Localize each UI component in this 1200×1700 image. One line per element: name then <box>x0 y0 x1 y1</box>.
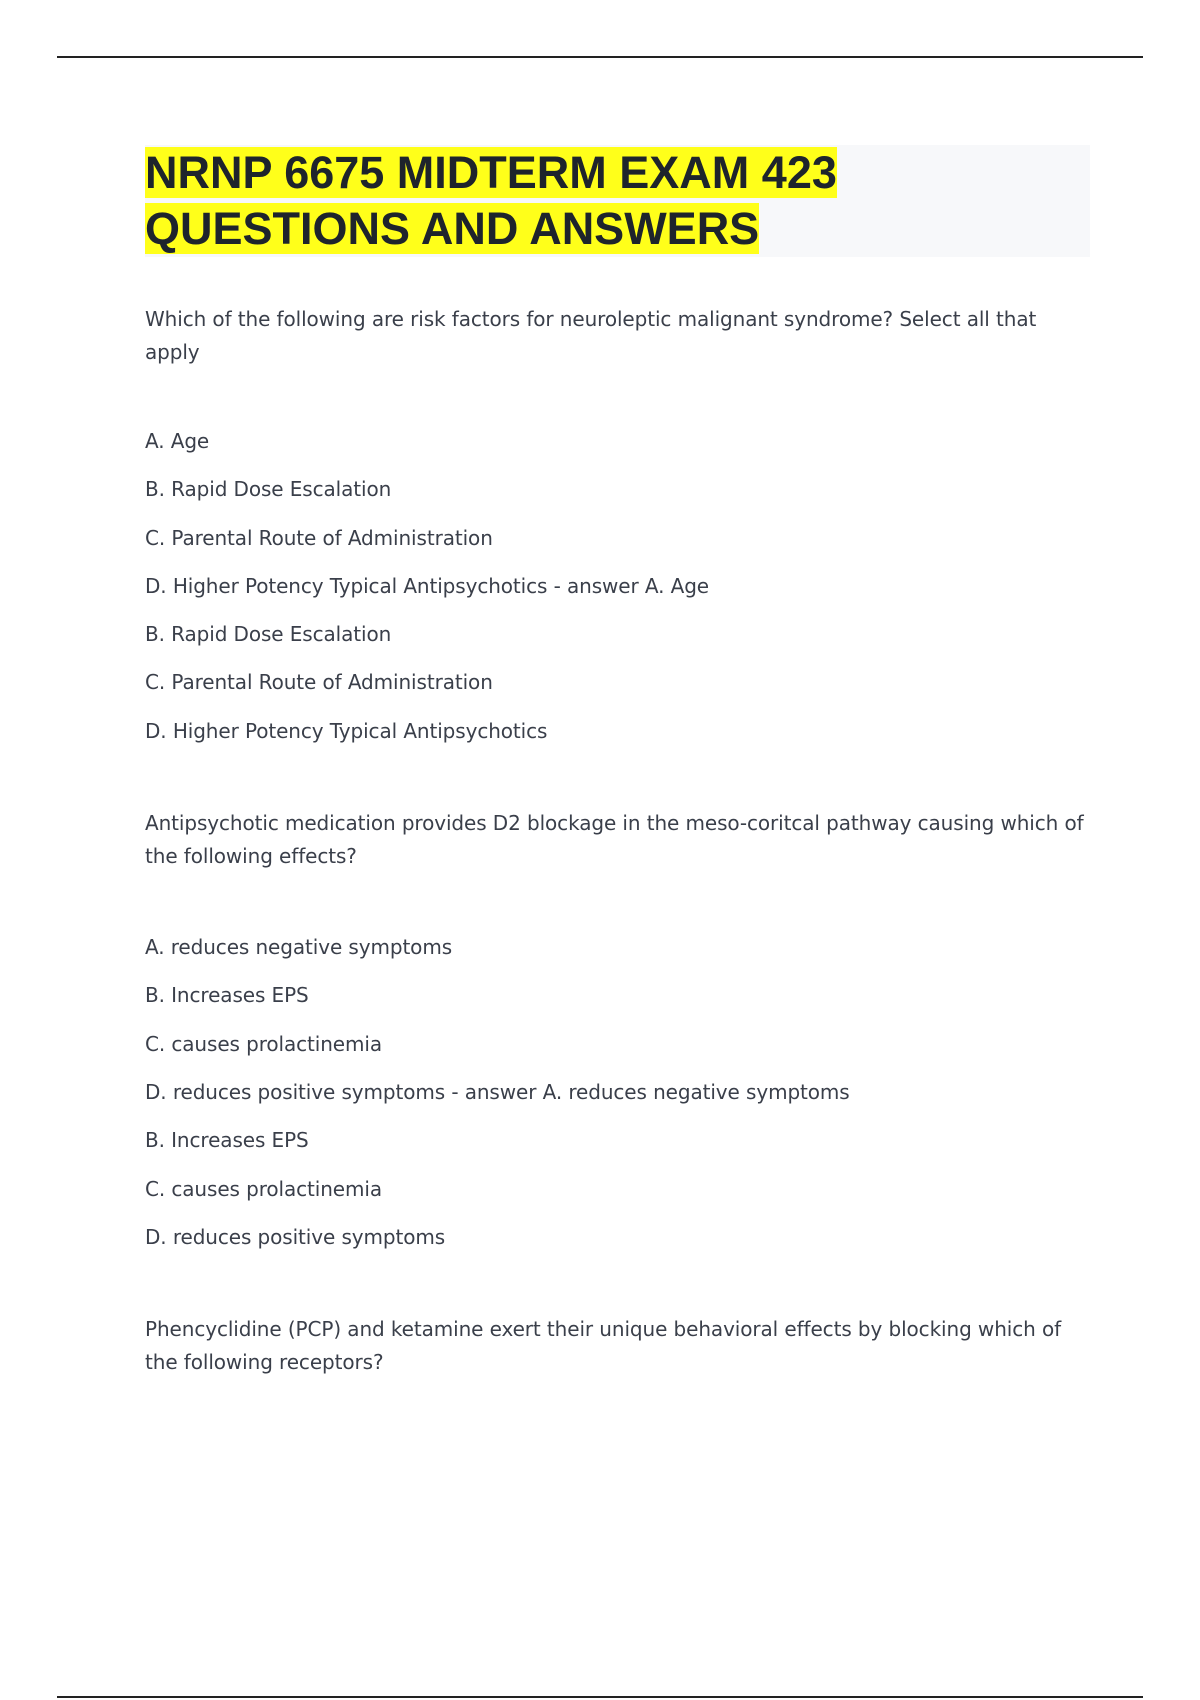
option-line: B. Rapid Dose Escalation <box>145 477 392 502</box>
question-block-3 <box>145 1313 1090 1379</box>
option-line: C. Parental Route of Administration <box>145 525 493 550</box>
option-line: C. Parental Route of Administration <box>145 670 493 695</box>
option-line: D. reduces positive symptoms <box>145 1224 446 1249</box>
option-line: B. Increases EPS <box>145 1128 309 1153</box>
option-line: D. Higher Potency Typical Antipsychotics <box>145 718 548 743</box>
title-line-2: QUESTIONS AND ANSWERS <box>145 203 760 254</box>
title-line-1: NRNP 6675 MIDTERM EXAM 423 <box>145 147 837 198</box>
option-line: C. causes prolactinemia <box>145 1176 383 1201</box>
footer-rule <box>57 1696 1143 1698</box>
option-line: C. causes prolactinemia <box>145 1031 383 1056</box>
option-line: A. Age <box>145 429 210 453</box>
title-box <box>145 145 1090 257</box>
document-title <box>145 145 1090 257</box>
option-line: B. Rapid Dose Escalation <box>145 622 392 647</box>
question-text: Phencyclidine (PCP) and ketamine exert their unique behavioral effects by blocking which of the following receptors? <box>145 1317 1062 1375</box>
question-text: Antipsychotic medication provides D2 blockage in the meso-coritcal pathway causing which of the following effects? <box>145 811 1084 869</box>
answer-options <box>145 429 1090 767</box>
option-line: A. reduces negative symptoms <box>145 935 453 960</box>
option-line: D. reduces positive symptoms - answer A. reduces negative symptoms <box>145 1079 850 1104</box>
question-text: Which of the following are risk factors for neuroleptic malignant syndrome? Select all that apply <box>145 307 1037 364</box>
document-body <box>145 145 1090 1419</box>
option-line: D. Higher Potency Typical Antipsychotics - answer A. Age <box>145 573 710 598</box>
answer-options <box>145 935 1090 1273</box>
question-block-2 <box>145 807 1090 1273</box>
option-line: B. Increases EPS <box>145 983 309 1008</box>
question-block-1 <box>145 303 1090 767</box>
header-rule <box>57 56 1143 58</box>
